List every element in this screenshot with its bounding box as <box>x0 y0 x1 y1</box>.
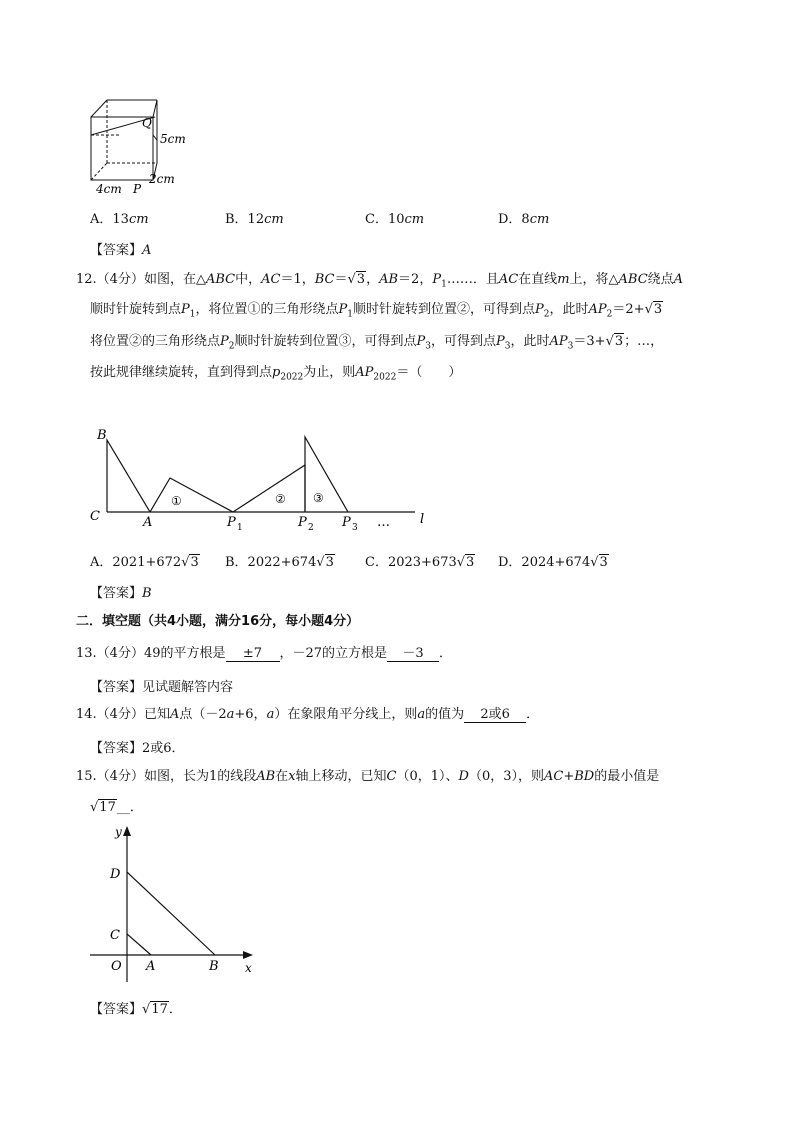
q14-line: 14.（4分）已知A点（－2a+6，a）在象限角平分线上，则a的值为 2或6 ． <box>76 707 540 722</box>
svg-text:1: 1 <box>237 523 243 533</box>
q12-option-b: B．2022+674√3 <box>225 555 334 570</box>
svg-text:x: x <box>245 961 252 975</box>
svg-text:B: B <box>97 428 107 443</box>
q11-option-b: B．12cm <box>225 212 284 227</box>
svg-text:l: l <box>420 512 425 527</box>
svg-text:A: A <box>146 959 156 974</box>
q13-blank1: ±7 <box>226 647 280 662</box>
q12-option-d: D．2024+674√3 <box>498 555 608 570</box>
svg-text:P: P <box>342 515 351 530</box>
svg-text:B: B <box>209 959 219 974</box>
q12-option-a: A．2021+672√3 <box>90 555 199 570</box>
q15-line1: 15.（4分）如图，长为1的线段AB在x轴上移动，已知C（0，1）、D（0，3），则AC+BD的最小值是 <box>76 769 660 784</box>
svg-text:3: 3 <box>352 523 358 533</box>
q13-line: 13.（4分）49的平方根是 ±7 ，－27的立方根是 －3 ． <box>76 646 453 661</box>
q11-option-a: A．13cm <box>90 212 149 227</box>
svg-text:P: P <box>227 515 236 530</box>
cuboid-figure <box>80 95 200 205</box>
svg-text:②: ② <box>275 492 286 506</box>
svg-text:y: y <box>115 825 122 839</box>
label-height: 5cm <box>160 132 186 146</box>
q15-answer: 【答案】√17． <box>90 1002 182 1017</box>
q12-line1: 12.（4分）如图，在△ABC中，AC＝1，BC＝√3，AB＝2，$P_1\dots\dots$．且AC在直线m上，将△ABC绕点A <box>76 272 684 290</box>
q12-line4: 按此规律继续旋转，直到得到点$p_{2022}$为止，则$AP_{2022}=$（ ） <box>90 365 462 383</box>
label-length: 4cm <box>96 182 122 196</box>
svg-text:A: A <box>143 515 153 530</box>
q11-answer: 【答案】A <box>90 243 152 258</box>
q14-answer: 【答案】2或6． <box>90 741 185 756</box>
q12-answer: 【答案】B <box>90 586 152 601</box>
q11-option-d: D．8cm <box>498 212 550 227</box>
svg-text:C: C <box>90 509 100 524</box>
rotation-diagram <box>85 420 445 535</box>
label-width: 2cm <box>149 172 175 186</box>
q14-blank: 2或6 <box>464 708 526 723</box>
q12-line3: 将位置②的三角形绕点$P_2$顺时针旋转到位置③，可得到点$P_3$，可得到点$P_3$，此时$AP_3=3+√3$；…， <box>90 334 664 352</box>
q12-line2: 顺时针旋转到点$P_1$，将位置①的三角形绕点$P_1$顺时针旋转到位置②，可得到点$P_2$，此时$AP_2=2+√3$ <box>90 302 663 320</box>
section-2-heading: 二．填空题（共4小题，满分16分，每小题4分） <box>76 614 360 629</box>
svg-text:2: 2 <box>308 523 314 533</box>
svg-text:P: P <box>298 515 307 530</box>
q15-line2: √17__． <box>90 800 143 815</box>
q13-blank2: －3 <box>387 647 439 662</box>
label-p: P <box>133 182 142 196</box>
q13-answer: 【答案】见试题解答内容 <box>90 680 234 695</box>
q12-option-c: C．2023+673√3 <box>365 555 475 570</box>
q11-option-c: C．10cm <box>365 212 425 227</box>
svg-text:①: ① <box>171 494 182 508</box>
svg-text:③: ③ <box>313 491 324 505</box>
svg-text:O: O <box>111 959 122 974</box>
label-q: Q <box>142 116 152 130</box>
svg-text:…: … <box>377 515 390 530</box>
svg-text:C: C <box>110 928 120 943</box>
coordinate-diagram <box>85 822 265 982</box>
svg-text:D: D <box>110 867 121 882</box>
